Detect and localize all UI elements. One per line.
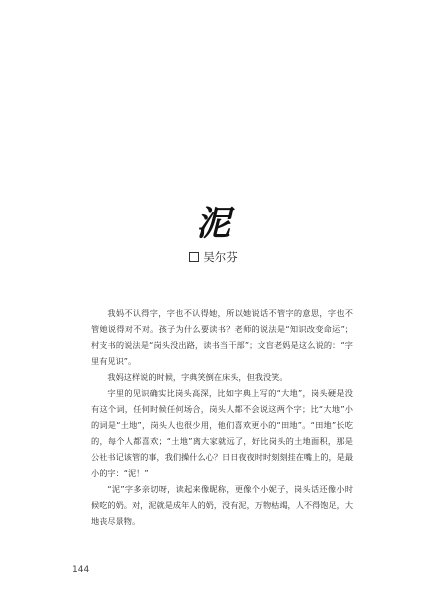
article-body	[91, 305, 353, 529]
paragraph: 字里的见识确实比岗头高深，比如字典上写的“大地”，岗头硬是没有这个词，任何时候任何场合，岗头人都不会说这两个字；比“大地”小的词是“土地”，岗头人也很少用，他们喜欢更小的“田地”。“田地”长吃的，每个人都喜欢；“土地”离大家就远了，好比岗头的土地面积，那是公社书记该管的事，我们操什么心？日日夜夜时时刻刻挂在嘴上的，是最小的字：“泥！”	[91, 388, 354, 478]
paragraph: “泥”字多亲切呀，读起来像昵称，更像个小妮子，岗头话还像小时候吃的奶。对，泥就是成年人的奶，没有泥，万物枯竭，人不得饱足，大地丧尽景物。	[91, 484, 354, 526]
paragraph: 我妈不认得字，字也不认得她，所以她说话不管字的意思，字也不管她说得对不对。孩子为什么要读书？老师的说法是“知识改变命运”；村支书的说法是“岗头没出路，读书当干部”；文盲老妈是这么说的：“字里有见识”。	[91, 308, 353, 366]
author-name: 吴尔芬	[203, 250, 238, 264]
paragraph: 我妈这样说的时候，字典笑倒在床头，但我没笑。	[107, 372, 288, 382]
article-title: 泥	[196, 204, 231, 244]
author-marker-icon	[189, 252, 199, 262]
page-number: 144	[72, 565, 90, 575]
author-line	[0, 249, 427, 265]
